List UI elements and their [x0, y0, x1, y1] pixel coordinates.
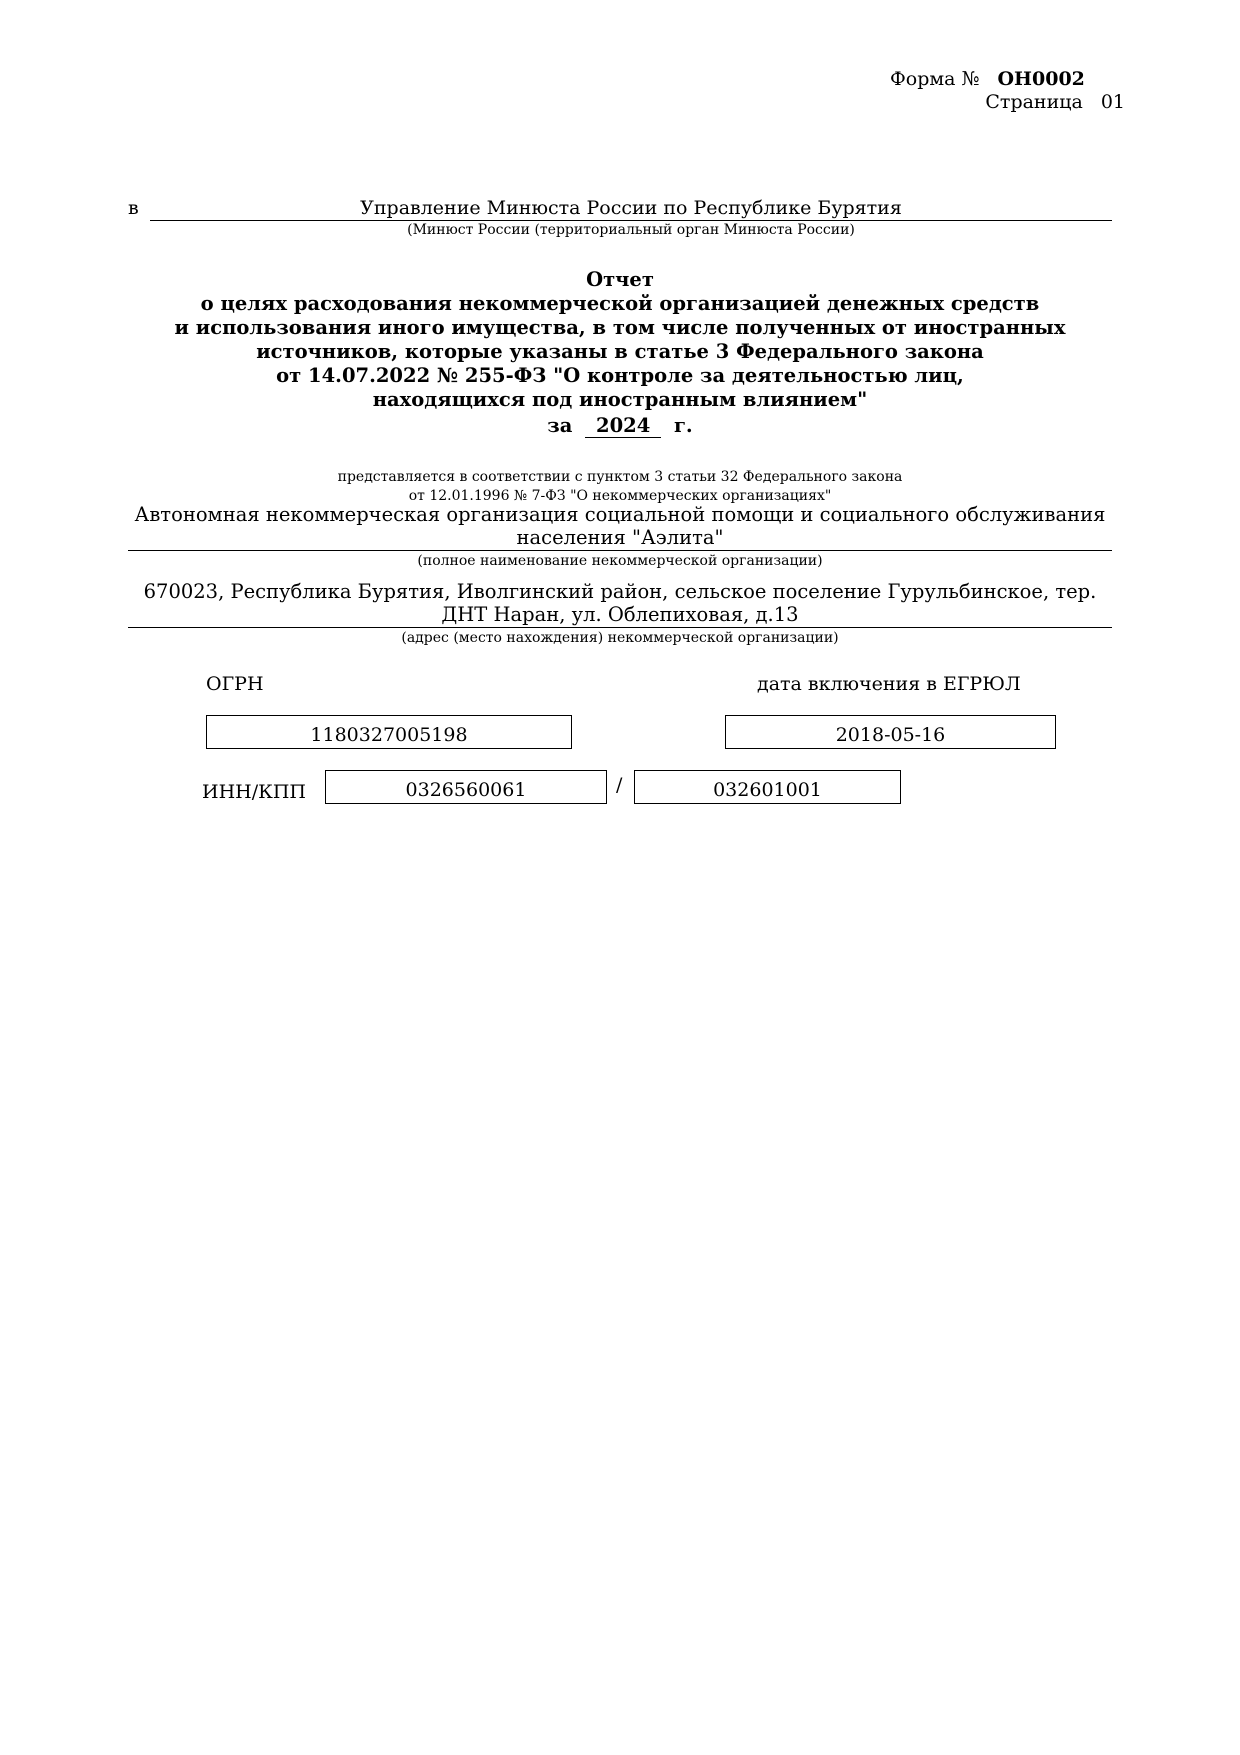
organization-address — [128, 580, 1112, 628]
form-label: Форма № — [890, 68, 980, 90]
report-year-row — [128, 414, 1112, 438]
report-title — [128, 268, 1112, 412]
inn-field: 0326560061 — [325, 770, 607, 804]
title-line: находящихся под иностранным влиянием" — [372, 388, 868, 411]
form-code: ОН0002 — [997, 68, 1085, 90]
organization-address-caption: (адрес (место нахождения) некоммерческой организации) — [401, 630, 839, 646]
kpp-field: 032601001 — [634, 770, 901, 804]
inn-kpp-label: ИНН/КПП — [202, 781, 306, 803]
ogrn-field: 1180327005198 — [206, 715, 572, 749]
organization-name-caption: (полное наименование некоммерческой организации) — [417, 553, 823, 569]
page-number-value: 01 — [1100, 91, 1125, 113]
addressee-prefix: в — [128, 197, 139, 219]
legal-basis-line: от 12.01.1996 № 7-ФЗ "О некоммерческих организациях" — [408, 488, 832, 504]
organization-address-line: 670023, Республика Бурятия, Иволгинский район, сельское поселение Гурульбинское, тер. — [143, 580, 1097, 603]
organization-name-line: населения "Аэлита" — [516, 526, 724, 549]
registration-date-field: 2018-05-16 — [725, 715, 1056, 749]
organization-address-line: ДНТ Наран, ул. Облепиховая, д.13 — [441, 603, 799, 626]
addressee-caption: (Минюст России (территориальный орган Минюста России) — [407, 222, 855, 238]
page-number — [955, 91, 1125, 113]
title-line: и использования иного имущества, в том числе полученных от иностранных — [174, 316, 1066, 339]
organization-name — [128, 503, 1112, 551]
title-line: о целях расходования некоммерческой организацией денежных средств — [200, 292, 1040, 315]
title-line: от 14.07.2022 № 255-ФЗ "О контроле за деятельностью лиц, — [276, 364, 964, 387]
page-label: Страница — [985, 91, 1083, 113]
ogrn-label: ОГРН — [206, 673, 264, 695]
legal-basis-line: представляется в соответствии с пунктом 3 статьи 32 Федерального закона — [337, 469, 903, 485]
legal-basis — [128, 468, 1112, 506]
title-line: источников, которые указаны в статье 3 Федерального закона — [256, 340, 984, 363]
title-line: Отчет — [586, 268, 654, 291]
inn-kpp-separator: / — [616, 774, 623, 796]
form-number — [890, 68, 1120, 90]
registration-date-label: дата включения в ЕГРЮЛ — [757, 673, 1021, 695]
year-suffix: г. — [673, 414, 693, 437]
organization-name-line: Автономная некоммерческая организация социальной помощи и социального обслуживания — [134, 503, 1106, 526]
addressee-name: Управление Минюста России по Республике Бурятия — [150, 197, 1112, 221]
report-year: 2024 — [585, 414, 661, 438]
year-prefix: за — [547, 414, 573, 437]
